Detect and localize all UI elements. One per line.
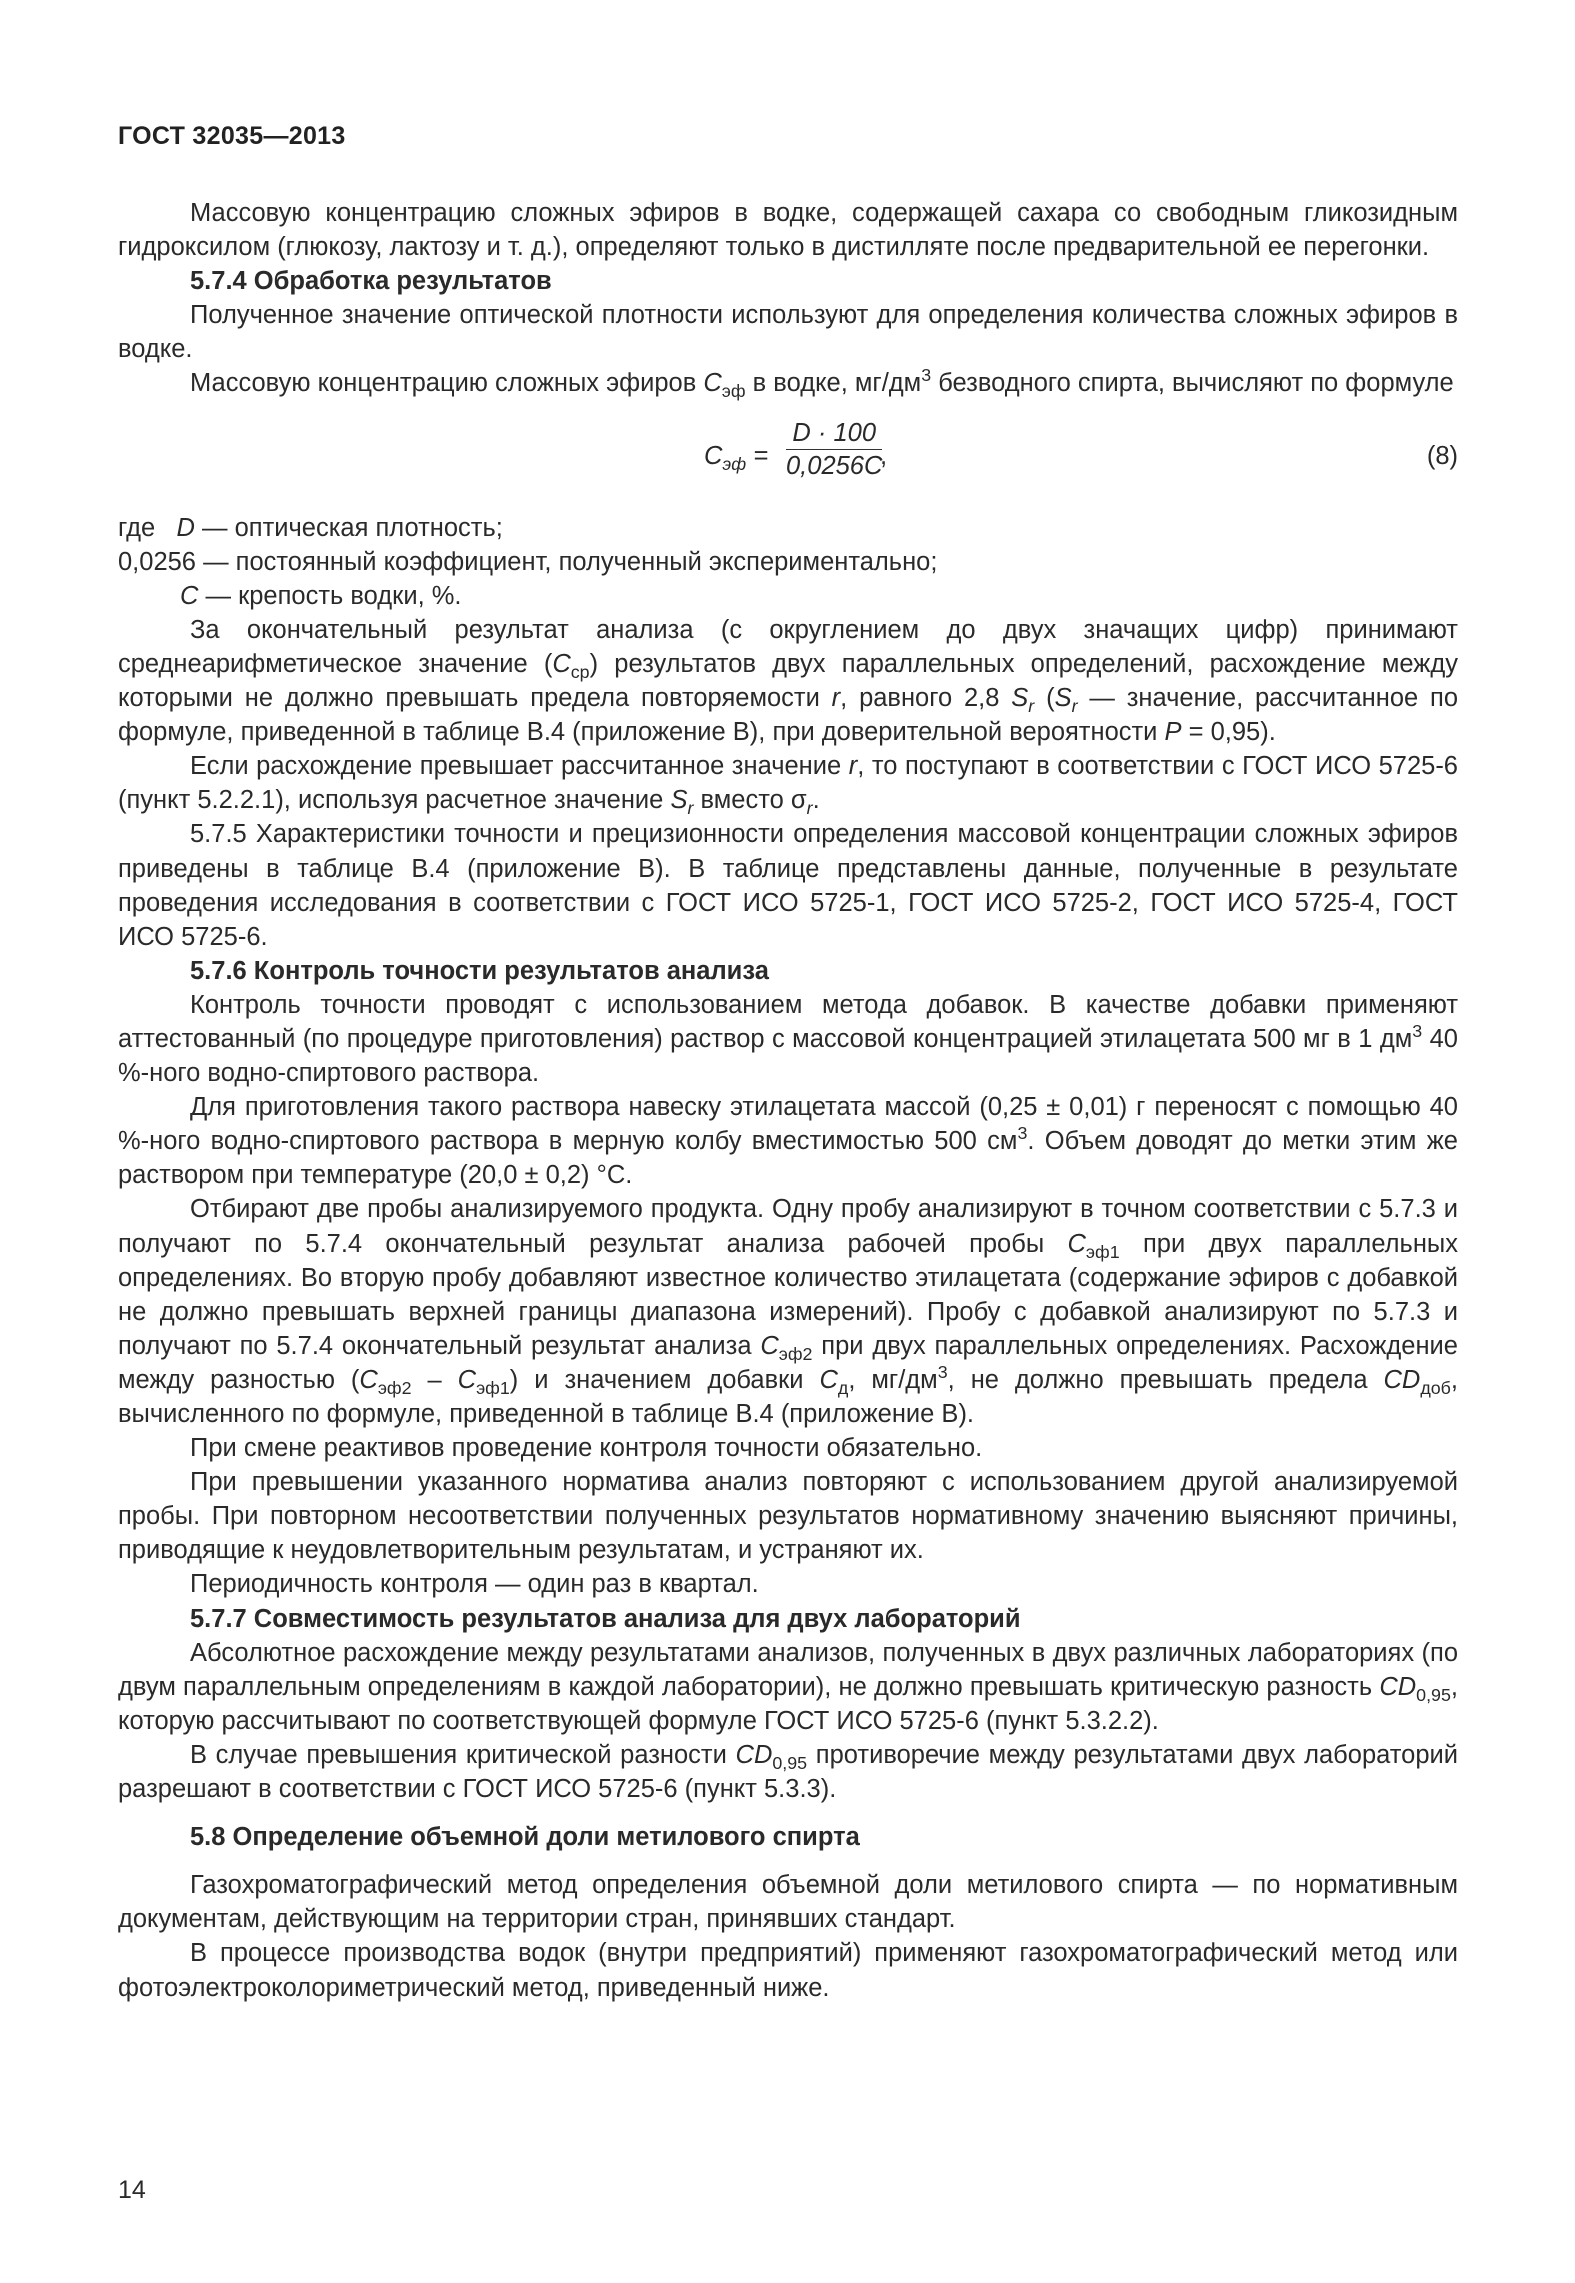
where-c: C — крепость водки, %.: [180, 581, 462, 610]
where-d: где D — оптическая плотность;: [118, 513, 503, 542]
paragraph-lab-discrepancy: Абсолютное расхождение между результатами анализов, полученных в двух различных лабораториях (по двум параллельным определениям в каждой лаборатории), не должно превышать критическую разность $CD_{0,95}$, которую рассчитывают по соответствующей формуле ГОСТ ИСО 5725-6 (пункт 5.3.2.2).: [118, 1638, 1458, 1735]
paragraph-periodicity: Периодичность контроля — один раз в квартал.: [190, 1570, 759, 1599]
paragraph-5-7-5: 5.7.5 Характеристики точности и прецизионности определения массовой концентрации сложных эфиров приведены в таблице В.4 (приложение В). В таблице представлены данные, полученные в результате проведения исследования в соответствии с ГОСТ ИСО 5725-1, ГОСТ ИСО 5725-2, ГОСТ ИСО 5725-4, ГОСТ ИСО 5725-6.: [118, 820, 1458, 951]
paragraph-repeat-analysis: При превышении указанного норматива анализ повторяют с использованием другой анализируемой пробы. При повторном несоответствии полученных результатов нормативному значению выясняют причины, приводящие к неудовлетворительным результатам, и устраняют их.: [118, 1468, 1458, 1565]
paragraph-two-samples: Отбирают две пробы анализируемого продукта. Одну пробу анализируют в точном соответствии с 5.7.3 и получают по 5.7.4 окончательный результат анализа рабочей пробы $C_{эф1}$ при двух параллельных определениях. Во вторую пробу добавляют известное количество этилацетата (содержание эфиров с добавкой не должно превышать верхней границы диапазона измерений). Пробу с добавкой анализируют по 5.7.3 и получают по 5.7.4 окончательный результат анализа $C_{эф2}$ при двух параллельных определениях. Расхождение между разностью $(C_{эф2} - C_{эф1})$ и значением добавки $C_д$, $мг/дм^3$, не должно превышать предела $CD_{доб}$, вычисленного по формуле, приведенной в таблице В.4 (приложение В).: [118, 1195, 1458, 1428]
section-heading-5-7-4: 5.7.4 Обработка результатов: [190, 267, 552, 296]
page-number: 14: [118, 2176, 146, 2204]
where-coefficient: 0,0256 — постоянный коэффициент, полученный экспериментально;: [118, 547, 938, 576]
section-heading-5-7-7: 5.7.7 Совместимость результатов анализа для двух лабораторий: [190, 1604, 1021, 1633]
document-body: [118, 196, 1458, 2005]
paragraph-critical-difference: В случае превышения критической разности $CD_{0,95}$ противоречие между результатами двух лабораторий разрешают в соответствии с ГОСТ ИСО 5725-6 (пункт 5.3.3).: [118, 1740, 1458, 1804]
paragraph-reagent-change: При смене реактивов проведение контроля точности обязательно.: [190, 1434, 983, 1463]
formula-number: (8): [1426, 441, 1458, 470]
paragraph-mass-concentration: Массовую концентрацию сложных эфиров $C_{эф}$ в водке, $мг/дм^3$ безводного спирта, вычисляют по формуле: [190, 365, 1454, 402]
section-heading-5-8: 5.8 Определение объемной доли метилового спирта: [190, 1823, 860, 1852]
formula-fraction: [786, 417, 882, 482]
paragraph-discrepancy: Если расхождение превышает рассчитанное значение r, то поступают в соответствии с ГОСТ ИСО 5725-6 (пункт 5.2.2.1), используя расчетное значение $S_r$ вместо $\sigma_r$.: [118, 752, 1458, 819]
section-heading-5-7-6: 5.7.6 Контроль точности результатов анализа: [190, 956, 769, 985]
paragraph-production-methods: В процессе производства водок (внутри предприятий) применяют газохроматографический метод или фотоэлектроколориметрический метод, приведенный ниже.: [118, 1939, 1458, 2002]
formula-numerator: D · 100: [786, 417, 882, 450]
paragraph-accuracy-control: Контроль точности проводят с использованием метода добавок. В качестве добавки применяют аттестованный (по процедуре приготовления) раствор с массовой концентрацией этилацетата 500 мг в 1 $дм^3$ 40 %-ного водно-спиртового раствора.: [118, 990, 1458, 1088]
formula-8: [118, 409, 1458, 505]
paragraph-solution-prep: Для приготовления такого раствора навеску этилацетата массой (0,25 ± 0,01) г переносят с помощью 40 %-ного водно-спиртового раствора в мерную колбу вместимостью 500 $см^3$. Объем доводят до метки этим же раствором при температуре (20,0 ± 0,2) °С.: [118, 1093, 1458, 1190]
formula-lhs: $C_{эф}$ =: [704, 441, 769, 474]
formula-comma: ,: [880, 441, 888, 470]
paragraph-final-result: За окончательный результат анализа (с округлением до двух значащих цифр) принимают среднеарифметическое значение $(C_{ср})$ результатов двух параллельных определений, расхождение между которыми не должно превышать предела повторяемости r, равного 2,8 $S_r$ ($S_r$ — значение, рассчитанное по формуле, приведенной в таблице В.4 (приложение В), при доверительной вероятности P = 0,95).: [118, 615, 1459, 747]
document-header: ГОСТ 32035—2013: [118, 122, 346, 150]
paragraph-gas-chromatography: Газохроматографический метод определения объемной доли метилового спирта — по нормативным документам, действующим на территории стран, принявших стандарт.: [118, 1871, 1458, 1934]
formula-denominator: 0,0256C: [786, 451, 883, 480]
paragraph-optical-density: Полученное значение оптической плотности используют для определения количества сложных эфиров в водке.: [118, 301, 1458, 364]
paragraph-sugar-note: Массовую концентрацию сложных эфиров в водке, содержащей сахара со свободным гликозидным гидроксилом (глюкозу, лактозу и т. д.), определяют только в дистилляте после предварительной ее перегонки.: [118, 199, 1458, 262]
